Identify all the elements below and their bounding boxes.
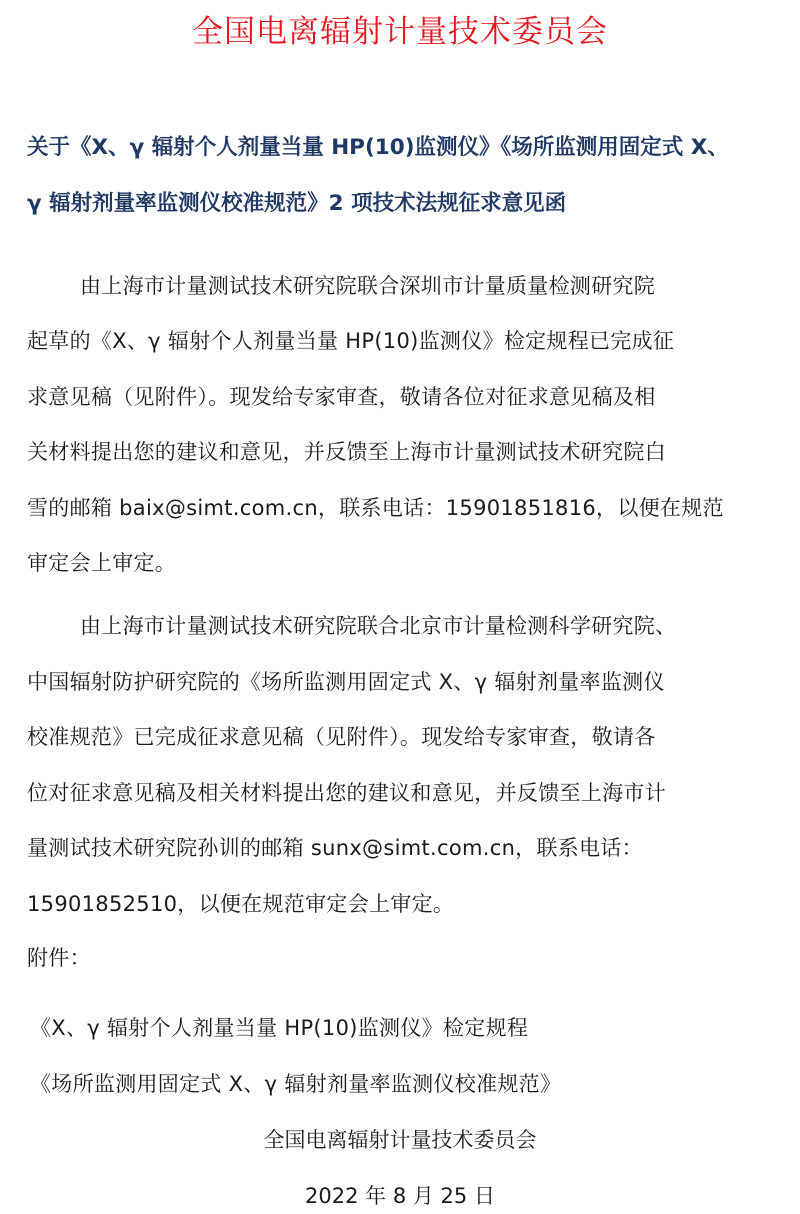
signature-organization: 全国电离辐射计量技术委员会 (263, 1128, 537, 1152)
paragraph-line: 量测试技术研究院孙训的邮箱 sunx@simt.com.cn，联系电话： (27, 836, 643, 860)
paragraph-line: 校准规范》已完成征求意见稿（见附件）。现发给专家审查，敬请各 (27, 725, 656, 749)
paragraph-line: 位对征求意见稿及相关材料提出您的建议和意见，并反馈至上海市计 (27, 781, 666, 805)
paragraph-line: 起草的《X、γ 辐射个人剂量当量 HP(10)监测仪》检定规程已完成征 (27, 329, 675, 353)
attachments-label: 附件： (27, 946, 91, 970)
paragraph-line: 中国辐射防护研究院的《场所监测用固定式 X、γ 辐射剂量率监测仪 (27, 670, 665, 694)
paragraph-line: 求意见稿（见附件）。现发给专家审查，敬请各位对征求意见稿及相 (27, 385, 656, 409)
paragraph-line: 关材料提出您的建议和意见，并反馈至上海市计量测试技术研究院白 (27, 440, 666, 464)
signature-date: 2022 年 8 月 25 日 (305, 1184, 495, 1208)
subject-line-1: 关于《X、γ 辐射个人剂量当量 HP(10)监测仪》《场所监测用固定式 X、 (27, 135, 729, 160)
paragraph-line: 由上海市计量测试技术研究院联合北京市计量检测科学研究院、 (80, 614, 677, 638)
attachment-item: 《X、γ 辐射个人剂量当量 HP(10)监测仪》检定规程 (30, 1016, 529, 1040)
subject-line-2: γ 辐射剂量率监测仪校准规范》2 项技术法规征求意见函 (27, 191, 567, 216)
paragraph-line: 由上海市计量测试技术研究院联合深圳市计量质量检测研究院 (80, 274, 656, 298)
paragraph-line: 15901852510，以便在规范审定会上审定。 (27, 892, 455, 916)
paragraph-line: 审定会上审定。 (27, 551, 177, 575)
paragraph-line: 雪的邮箱 baix@simt.com.cn，联系电话：15901851816，以便在规范 (27, 496, 724, 520)
attachment-item: 《场所监测用固定式 X、γ 辐射剂量率监测仪校准规范》 (30, 1072, 562, 1096)
header-organization: 全国电离辐射计量技术委员会 (192, 14, 608, 50)
